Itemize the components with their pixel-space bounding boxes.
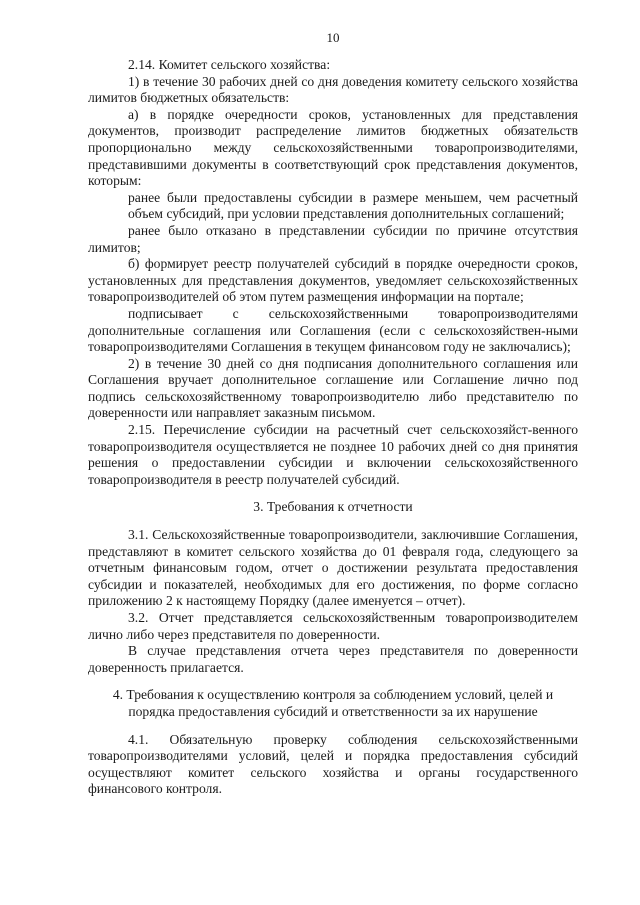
paragraph-2-14-2: 2) в течение 30 дней со дня подписания дополнительного соглашения или Соглашения вручает дополнительное соглашение или Соглашение лично под подпись сельскохозяйственному товаропроизводителю либо представителю по доверенности или направляет заказным письмом. — [88, 355, 578, 421]
section-heading-3: 3. Требования к отчетности — [253, 499, 413, 515]
paragraph-3-1: 3.1. Сельскохозяйственные товаропроизводители, заключившие Соглашения, представляют в комитет сельского хозяйства до 01 февраля года, следующего за отчетным финансовым годом, отчет о достижении результата предоставления субсидии и показателей, необходимых для его достижения, по форме согласно приложению 2 к настоящему Порядку (далее именуется – отчет). — [88, 527, 578, 609]
section-heading-4: 4. Требования к осуществлению контроля за соблюдением условий, целей и порядка предоставления субсидий и ответственности за их нарушение — [112, 687, 554, 719]
page-number: 10 — [326, 30, 340, 45]
paragraph-2-14-1-b: б) формирует реестр получателей субсидий в порядке очередности сроков, установленных для представления документов, уведомляет сельскохозяйственных товаропроизводителей об этом путем размещения информации на портале; — [88, 256, 578, 305]
paragraph-2-14-1: 1) в течение 30 рабочих дней со дня доведения комитету сельского хозяйства лимитов бюджетных обязательств: — [88, 73, 578, 106]
paragraph-condition-smaller-subsidy: ранее были предоставлены субсидии в размере меньшем, чем расчетный объем субсидий, при условии представления дополнительных соглашений; — [128, 189, 578, 222]
paragraph-4-1: 4.1. Обязательную проверку соблюдения сельскохозяйственными товаропроизводителями условий, целей и порядка предоставления субсидий осуществляют комитет сельского хозяйства и органы государственного финансового контроля. — [88, 731, 578, 797]
document-page — [88, 30, 578, 798]
paragraph-proxy-report: В случае представления отчета через представителя по доверенности доверенность прилагается. — [88, 643, 578, 675]
paragraph-2-14-1-a: а) в порядке очередности сроков, установленных для представления документов, производит распределение лимитов бюджетных обязательств пропорционально между сельскохозяйственными товаропроизводителями, представившими документы в соответствующий срок представления документов, которым: — [88, 106, 578, 189]
paragraph-signs-agreements: подписывает с сельскохозяйственными товаропроизводителями дополнительные соглашения или Соглашения (если с сельскохозяйствен-ными товаропроизводителями Соглашения в текущем финансовом году не заключались); — [88, 305, 578, 355]
paragraph-2-14: 2.14. Комитет сельского хозяйства: — [128, 57, 331, 72]
paragraph-3-2: 3.2. Отчет представляется сельскохозяйственным товаропроизводителем лично либо через представителя по доверенности. — [88, 610, 578, 642]
paragraph-condition-refused: ранее было отказано в представлении субсидии по причине отсутствия лимитов; — [88, 222, 578, 255]
paragraph-2-15: 2.15. Перечисление субсидии на расчетный счет сельскохозяйст-венного товаропроизводителя осуществляется не позднее 10 рабочих дней со дня принятия решения о предоставлении субсидии и включении сельскохозяйственного товаропроизводителя в реестр получателей субсидий. — [88, 422, 578, 487]
